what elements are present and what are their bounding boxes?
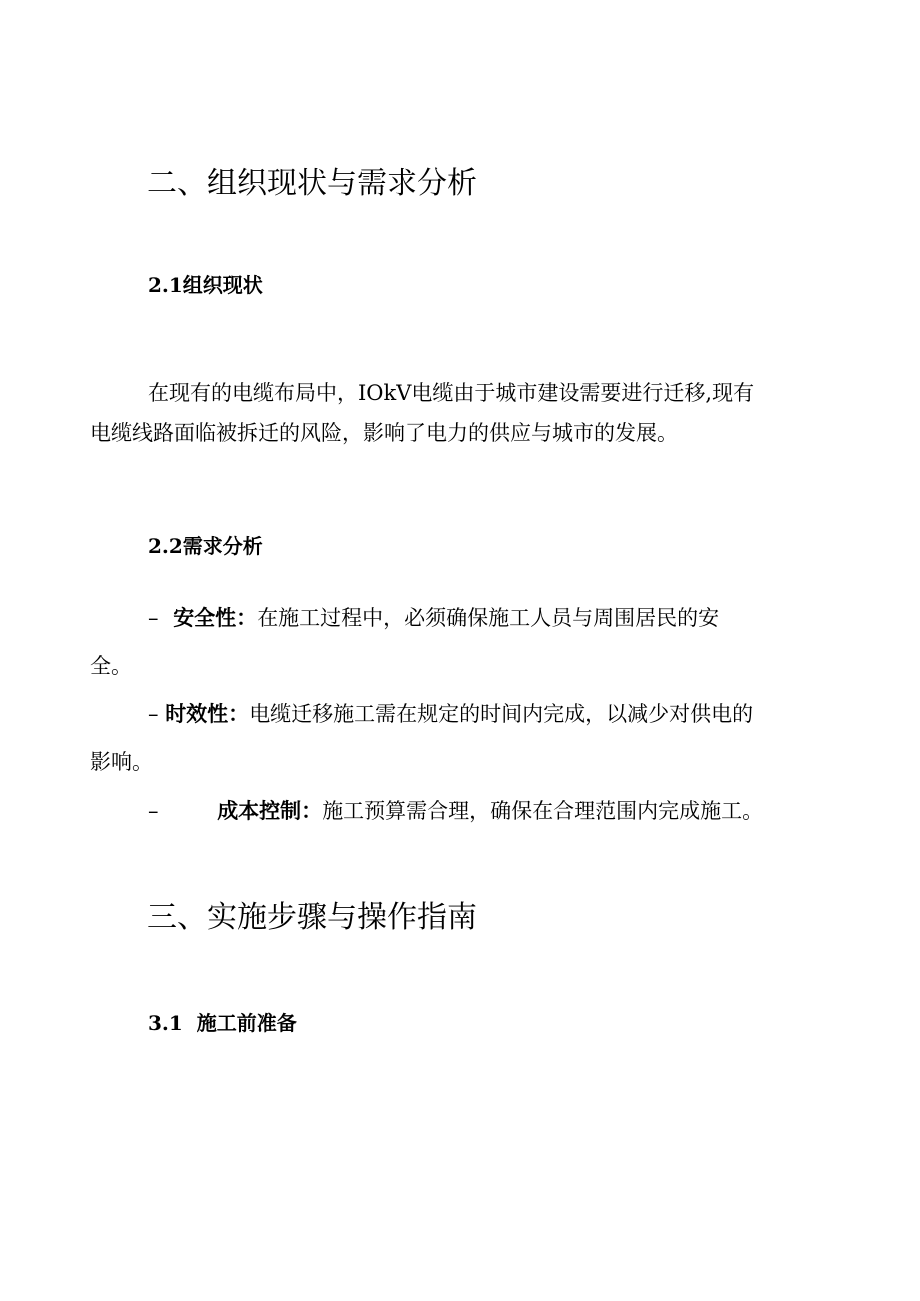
requirement-text: 施工预算需合理，确保在合理范围内完成施工。 (322, 799, 764, 823)
paragraph-line: 在现有的电缆布局中，IOkV电缆由于城市建设需要进行迁移,现有 (148, 381, 755, 405)
requirement-item-timeliness (90, 690, 830, 786)
section-2-heading: 二、组织现状与需求分析 (147, 166, 477, 201)
dash-marker: – (148, 799, 159, 823)
dash-marker: – (148, 606, 159, 630)
section-2-2-heading: 2.2需求分析 (148, 534, 263, 558)
dash-marker: – (148, 702, 159, 726)
requirement-text: 电缆迁移施工需在规定的时间内完成，以减少对供电的 (249, 702, 754, 726)
requirement-term: 成本控制： (217, 798, 323, 823)
paragraph-line: 电缆线路面临被拆迁的风险，影响了电力的供应与城市的发展。 (90, 421, 678, 445)
requirement-text-continued: 影响。 (90, 750, 153, 774)
section-2-1-heading: 2.1组织现状 (148, 273, 263, 297)
section-3-1-heading: 3.1 施工前准备 (148, 1011, 297, 1035)
requirement-term: 时效性： (165, 701, 250, 726)
requirement-text-continued: 全。 (90, 654, 132, 678)
requirement-item-safety (90, 594, 830, 690)
section-3-heading: 三、实施步骤与操作指南 (147, 900, 477, 935)
requirement-term: 安全性： (173, 605, 258, 630)
requirement-text: 在施工过程中，必须确保施工人员与周围居民的安 (257, 606, 720, 630)
requirement-item-cost-control (90, 787, 830, 835)
section-2-1-paragraph (90, 373, 830, 453)
